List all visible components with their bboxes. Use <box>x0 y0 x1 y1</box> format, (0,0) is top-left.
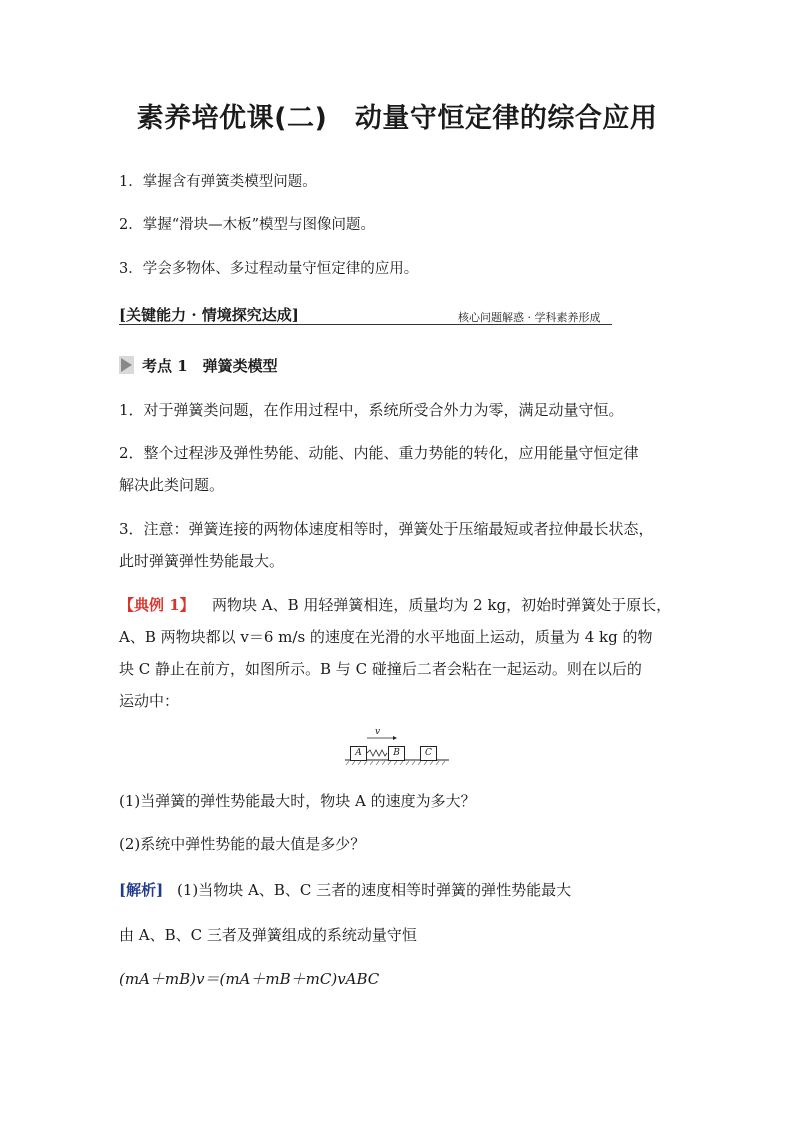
example-tag: 【典例 1】 <box>119 596 195 614</box>
point-2: 2．整个过程涉及弹性势能、动能、内能、重力势能的转化，应用能量守恒定律 <box>119 444 639 462</box>
velocity-label: v <box>375 727 381 737</box>
objective-2: 2．掌握“滑块—木板”模型与图像问题。 <box>119 217 376 233</box>
topic-heading: 考点 1 弹簧类模型 <box>142 357 278 375</box>
example-line-4: 运动中： <box>119 692 180 710</box>
section-divider <box>119 324 612 325</box>
block-a: A <box>350 746 367 761</box>
example-line-1: 两物块 A、B 用轻弹簧相连，质量均为 2 kg，初始时弹簧处于原长， <box>212 596 672 614</box>
section-header-left: [关键能力 · 情境探究达成] <box>119 306 299 324</box>
question-1: (1)当弹簧的弹性势能最大时，物块 A 的速度为多大？ <box>119 792 476 810</box>
point-2-cont: 解决此类问题。 <box>119 476 225 494</box>
solution-formula: (mA＋mB)v＝(mA＋mB＋mC)vABC <box>119 970 380 988</box>
point-3-cont: 此时弹簧弹性势能最大。 <box>119 552 285 570</box>
objective-1: 1．掌握含有弹簧类模型问题。 <box>119 174 317 190</box>
solution-tag: [解析] <box>119 881 164 899</box>
solution-line-1: (1)当物块 A、B、C 三者的速度相等时弹簧的弹性势能最大 <box>177 881 572 899</box>
block-c: C <box>420 746 437 761</box>
page-title: 素养培优课(二) 动量守恒定律的综合应用 <box>136 103 658 134</box>
point-3: 3．注意：弹簧连接的两物体速度相等时，弹簧处于压缩最短或者拉伸最长状态， <box>119 520 654 538</box>
solution-line-2: 由 A、B、C 三者及弹簧组成的系统动量守恒 <box>119 926 417 944</box>
objective-3: 3．学会多物体、多过程动量守恒定律的应用。 <box>119 261 419 277</box>
section-header-right: 核心问题解惑 · 学科素养形成 <box>458 311 601 324</box>
block-b: B <box>388 746 405 761</box>
question-2: (2)系统中弹性势能的最大值是多少？ <box>119 835 366 853</box>
example-figure <box>345 727 455 767</box>
example-line-2: A、B 两物块都以 v＝6 m/s 的速度在光滑的水平地面上运动，质量为 4 kg 的物 <box>119 628 653 646</box>
example-line-3: 块 C 静止在前方，如图所示。B 与 C 碰撞后二者会粘在一起运动。则在以后的 <box>119 660 642 678</box>
point-1: 1．对于弹簧类问题，在作用过程中，系统所受合外力为零，满足动量守恒。 <box>119 401 624 419</box>
play-triangle-icon <box>121 358 132 372</box>
